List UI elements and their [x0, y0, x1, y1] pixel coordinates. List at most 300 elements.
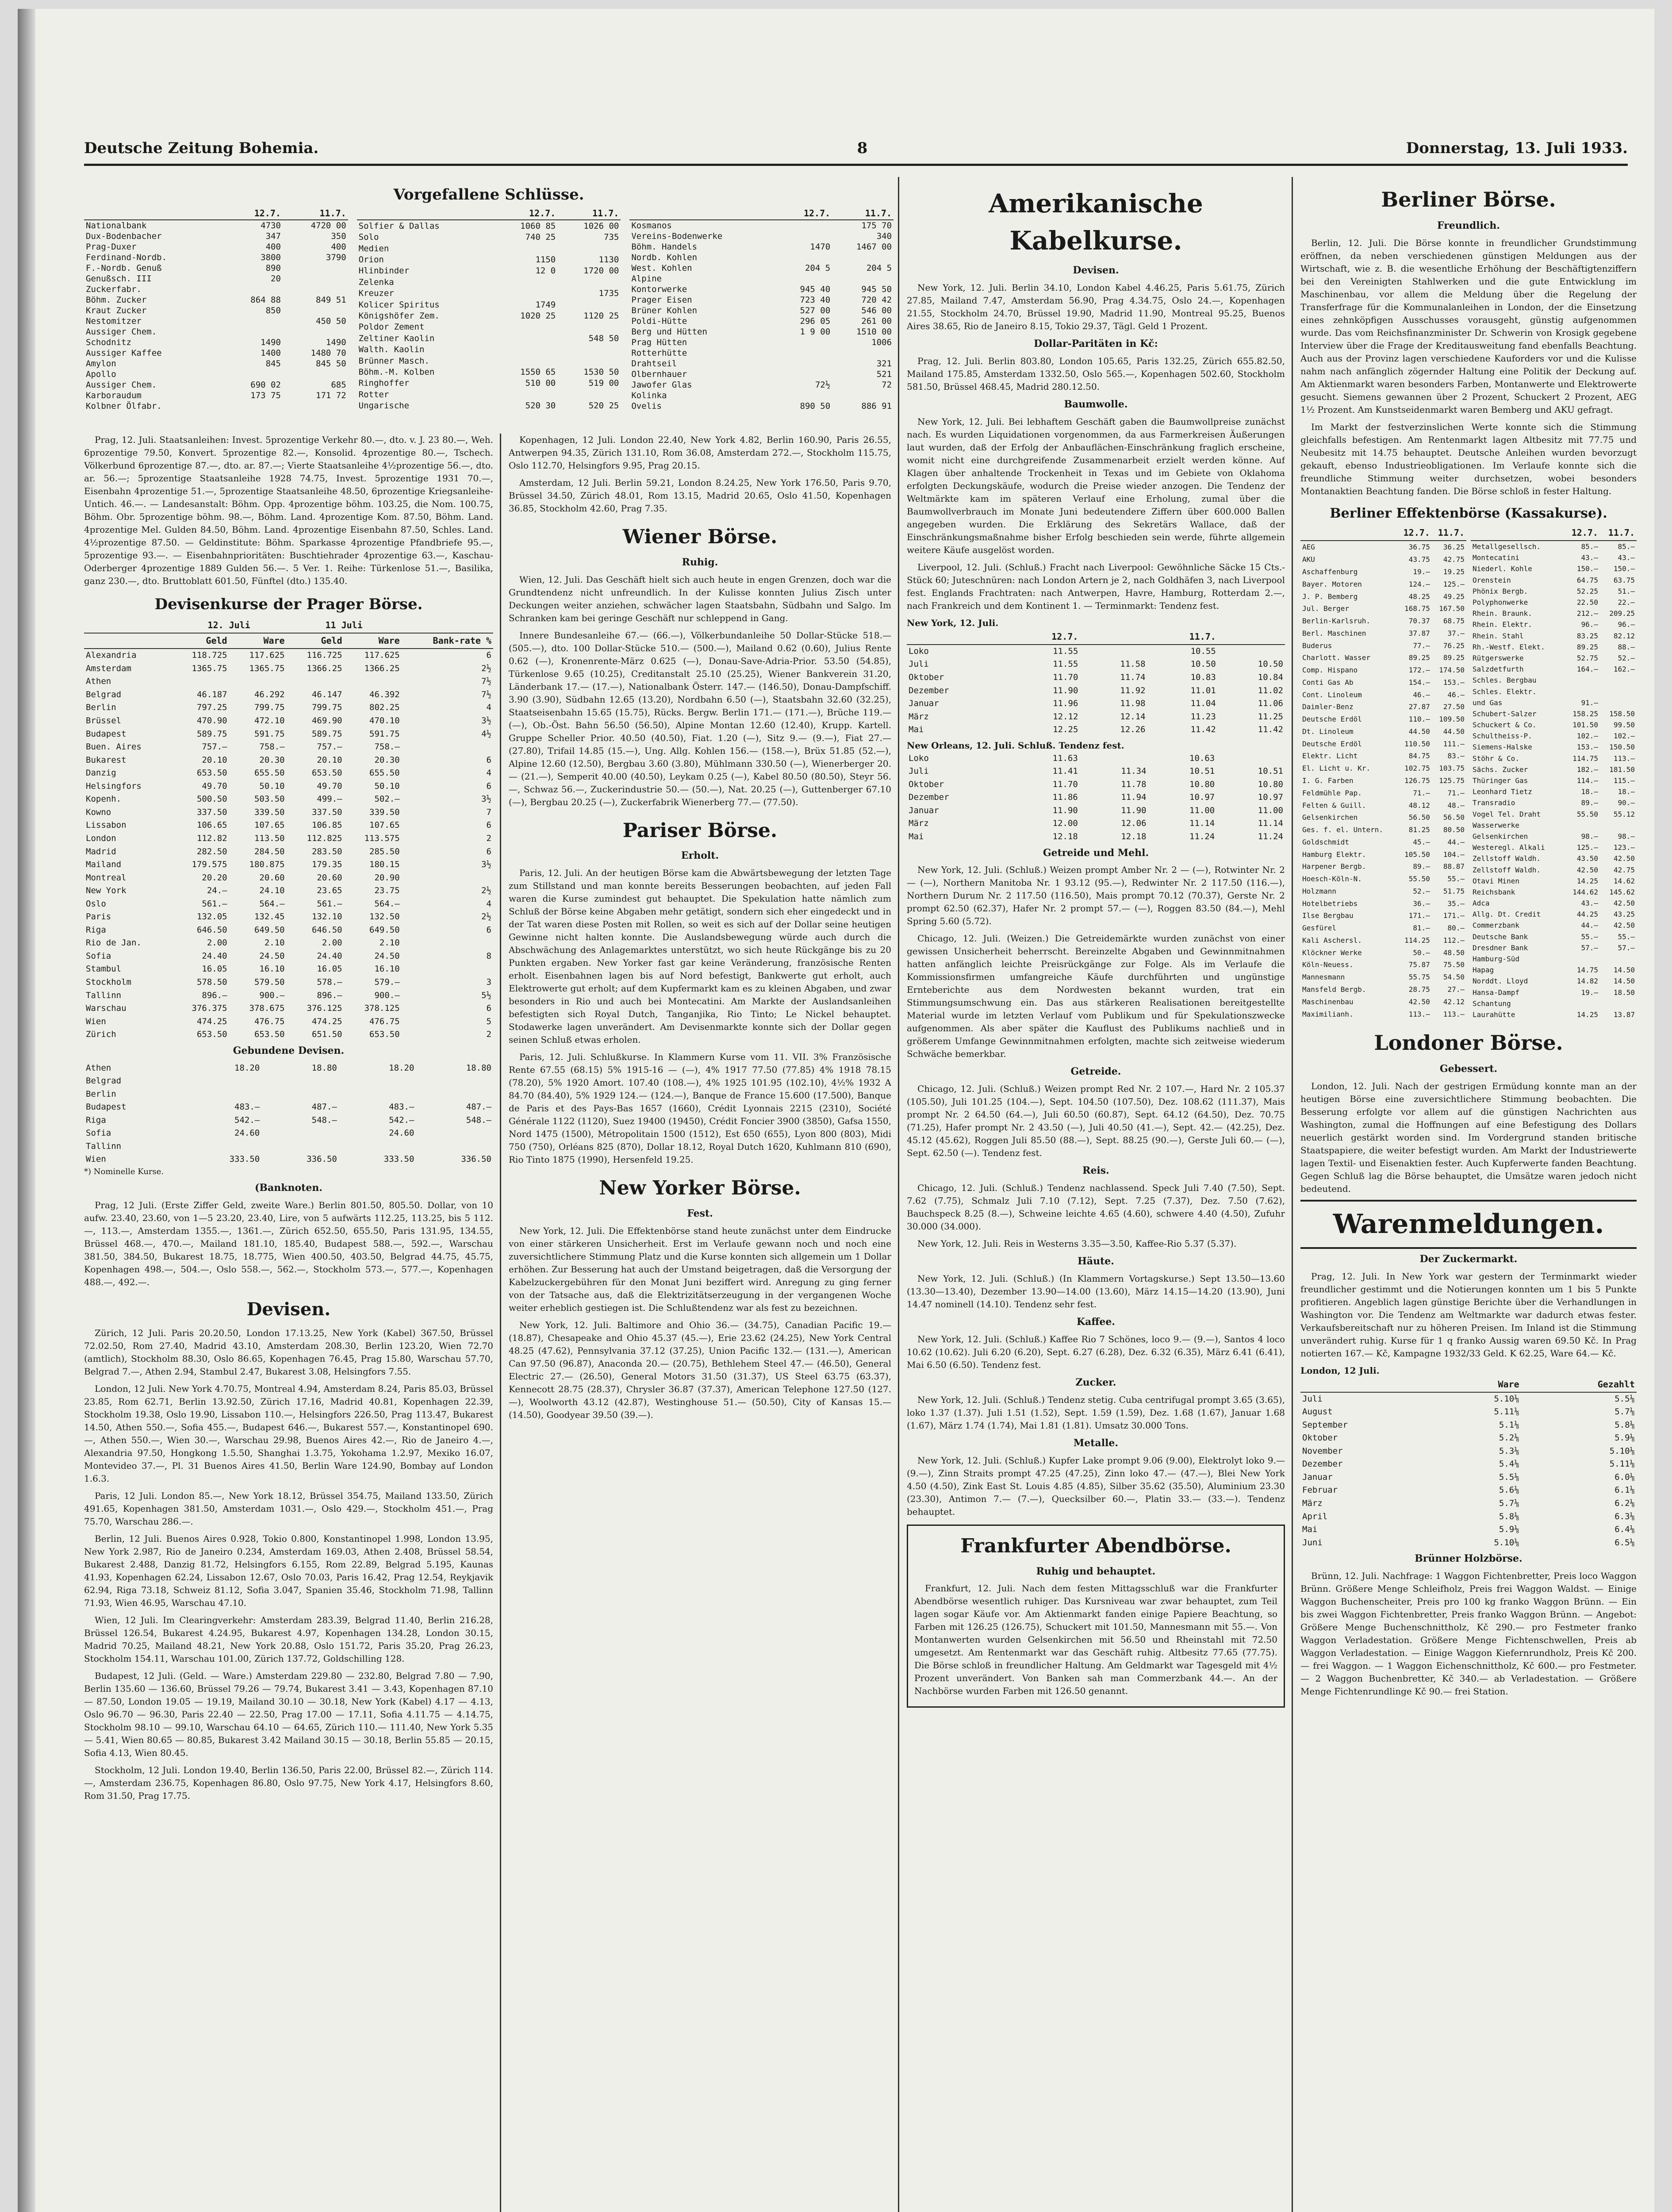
- table-cell: 849 51: [316, 295, 346, 305]
- table-cell: 1530 50: [583, 367, 619, 377]
- table-row: [357, 344, 621, 355]
- table-cell: [339, 1140, 416, 1153]
- table-cell: 20.60: [317, 872, 342, 883]
- table-cell: 16.05: [317, 964, 342, 974]
- table-cell: 561.—: [317, 899, 342, 909]
- table-cell: 116.725: [307, 650, 342, 661]
- londoner-subtitle: Gebessert.: [1439, 1063, 1498, 1075]
- devisen-row: [84, 950, 493, 963]
- table-row: [629, 220, 894, 231]
- table-cell: Aussiger Chem.: [86, 327, 157, 337]
- table-cell: 24.60: [389, 1128, 414, 1138]
- table-cell: 6.2⅛: [1614, 1498, 1635, 1508]
- table-row: [84, 263, 348, 273]
- table-cell: [832, 273, 894, 284]
- table-cell: [778, 337, 832, 348]
- effekten-row: [1471, 898, 1637, 909]
- table-cell: 11.90: [1053, 685, 1078, 695]
- table-row: [629, 316, 894, 326]
- effekten-row: [1300, 799, 1466, 811]
- devisen-row: [84, 1015, 493, 1029]
- table-cell: 50.10: [259, 781, 285, 791]
- cotton-row: [907, 804, 1285, 818]
- table-cell: 2.00: [207, 938, 227, 948]
- kopenhagen-text: Kopenhagen, 12 Juli. London 22.40, New York 4.82, Berlin 160.90, Paris 26.55, Antwerpen 94.35, Zürich 131.10, Rom 36.08, Amsterdam 272.—, Stockholm 115.75, Oslo 112.70, Helsingfors 9.95, Prag 20.15.: [509, 434, 891, 471]
- getreide2-subtitle: Getreide.: [1070, 1066, 1121, 1078]
- table-cell: 11.90: [1121, 805, 1147, 815]
- table-cell: 6: [486, 846, 491, 856]
- page-number: 8: [857, 139, 868, 157]
- table-cell: 63.75: [1613, 576, 1635, 584]
- devisen-row: [84, 989, 493, 1002]
- table-cell: 5.8⅛: [1499, 1511, 1519, 1521]
- table-cell: 43.—: [1618, 553, 1635, 562]
- table-cell: 845 50: [316, 359, 346, 369]
- table-cell: 591.75: [254, 729, 285, 739]
- devisenkurse-table: 12. Juli 11 Juli Geld Ware Geld Ware Bank-rate % Alexandria 118.725 117.625 116.725 117.625 6 Amsterdam 1365.75 1365.75 1366.25 1366.25 2½ Athen 7½ Belgrad 46.187 46.292 46.147 46.392 7½ Berlin 797.25 799.75 799.75 802.25 4 Brüssel 470.90 472.10 469.90 470.10 3½ Budapest 589.75 591.75 589.75 591.75 4½ Buen. Aires 757.— 758.— 757.— 758.— Bukarest 20.10 20.30 20.10 20.30 6 Danzig 653.50 655.50 653.50 655.50 4 Helsingfors 49.70 50.10 49.70 50.10 6 Kopenh. 500.50 503.50 499.— 502.— 3½ Kowno 337.50 339.50 337.50 339.50 7 Lissabon 106.65 107.65 106.85 107.65 6 London 112.82 113.50 112.825 113.575 2 Madrid 282.50 284.50 283.50 285.50 6 Mailand 179.575 180.875 179.35 180.15 3½ Montreal 20.20 20.60 20.60 20.90 New York 24.— 24.10 23.65 23.75 2½ Oslo 561.— 564.— 561.— 564.— 4 Paris 132.05 132.45 132.10 132.50 2½ Riga 646.50 649.50 646.50 649.50 6 Rio de Jan. 2.00 2.10 2.00 2.10 Sofia 24.40 24.50 24.40 24.50 8 Stambul 16.05 16.10 16.05 16.10 Stockholm 578.50 579.50 578.— 579.— 3 Tallinn 896.— 900.— 896.— 900.— 5½ Warschau 376.375 378.675 376.125 378.125 6 Wien 474.25 476.75 474.25 476.75 5 Zürich 653.50 653.50 651.50 653.50 2: [84, 618, 493, 1041]
- table-cell: 56.50: [1443, 813, 1465, 822]
- cotton-row: [907, 710, 1285, 724]
- table-cell: Ovelis: [631, 401, 662, 411]
- table-cell: 5.11⅛: [1494, 1407, 1519, 1417]
- table-cell: 37.87: [1408, 629, 1430, 637]
- effekten-row: [1471, 809, 1637, 820]
- devisen-row: [84, 832, 493, 845]
- table-cell: [402, 741, 493, 754]
- table-cell: 11.90: [1052, 805, 1078, 815]
- table-cell: August: [1302, 1407, 1333, 1417]
- table-row: [629, 252, 894, 263]
- table-cell: 57.—: [1581, 943, 1598, 952]
- table-cell: 5.4⅛: [1499, 1459, 1519, 1469]
- table-cell: 11.63: [1052, 753, 1078, 763]
- table-cell: 106.65: [196, 820, 227, 830]
- table-cell: 487.—: [466, 1102, 491, 1112]
- table-cell: 13.87: [1613, 1010, 1635, 1019]
- table-row: [629, 369, 894, 380]
- table-cell: Paris: [86, 912, 111, 922]
- table-cell: 125.—: [1443, 580, 1465, 588]
- table-cell: 378.675: [249, 1003, 285, 1014]
- zucker-row: [1300, 1445, 1637, 1458]
- table-cell: [778, 358, 832, 369]
- table-row: [84, 284, 348, 295]
- table-cell: 655.50: [369, 768, 400, 778]
- page-header: [84, 133, 1628, 166]
- table-cell: 7: [486, 807, 491, 817]
- table-cell: 4½: [481, 729, 491, 739]
- table-cell: Montreal: [86, 872, 127, 883]
- table-cell: 18.80: [311, 1063, 337, 1073]
- table-cell: Olbernhauer: [631, 369, 687, 379]
- devisen-paragraph: Stockholm, 12 Juli. London 19.40, Berlin 136.50, Paris 22.00, Brüssel 82.—, Zürich 114.—, Amsterdam 236.75, Kopenhagen 86.80, Oslo 97.75, New York 4.17, Helsingfors 8.60, Rom 31.50, Prag 17.75.: [84, 1764, 493, 1801]
- table-cell: 48.50: [1443, 948, 1465, 957]
- table-cell: Belgrad: [86, 1076, 122, 1086]
- table-cell: Brünner Masch.: [358, 356, 430, 366]
- table-cell: 12.00: [1052, 818, 1078, 829]
- table-cell: [1600, 953, 1637, 964]
- table-cell: 11.02: [1258, 685, 1283, 695]
- effekten-row: [1471, 887, 1637, 898]
- table-cell: 80.—: [1447, 924, 1465, 933]
- effekten-row: [1471, 686, 1637, 697]
- cotton-row: [907, 658, 1285, 671]
- table-cell: 11.04: [1190, 699, 1216, 709]
- table-cell: 174.50: [1439, 666, 1465, 675]
- table-cell: Jul. Berger: [1302, 604, 1349, 613]
- effekten-row: [1300, 639, 1466, 652]
- effekten-row: [1471, 876, 1637, 887]
- table-cell: 153.—: [1576, 743, 1598, 752]
- table-cell: Januar: [909, 805, 939, 815]
- table-cell: [778, 220, 832, 231]
- table-cell: 5.10⅛: [1609, 1446, 1635, 1456]
- table-cell: 158.25: [1572, 709, 1598, 718]
- table-cell: 48.—: [1447, 801, 1465, 810]
- table-cell: 578.—: [317, 977, 342, 987]
- table-cell: 158.50: [1609, 709, 1635, 718]
- table-cell: 12.26: [1120, 725, 1146, 735]
- devisen-row: [84, 714, 493, 728]
- table-cell: 44.25: [1576, 910, 1598, 919]
- table-cell: 46.187: [196, 689, 227, 699]
- effekten-row: [1471, 541, 1637, 552]
- table-row: [629, 337, 894, 348]
- table-cell: [261, 1075, 339, 1088]
- table-cell: Brüssel: [86, 716, 122, 726]
- table-cell: 797.25: [196, 703, 227, 713]
- table-cell: Rotter: [358, 389, 389, 399]
- neworleans-table: [907, 752, 1285, 844]
- table-cell: 125.—: [1576, 843, 1598, 852]
- table-cell: Helsingfors: [86, 781, 142, 791]
- effekten-row: [1300, 664, 1466, 676]
- table-cell: 11.70: [1052, 779, 1078, 789]
- devisen-paragraph: Zürich, 12 Juli. Paris 20.20.50, London 17.13.25, New York (Kabel) 367.50, Brüssel 72.02.50, Rom 27.40, Madrid 43.10, Amsterdam 208.30, Berlin 123.20, Wien 72.70 (amtlich), Stockholm 88.30, Oslo 86.65, Kopenhagen 76.45, Prag 15.80, Warschau 57.70, Belgrad 7.—, Athen 2.94, Stambul 2.47, Bukarest 3.08, Helsingfors 7.55.: [84, 1327, 493, 1377]
- gebundene-row: [84, 1114, 493, 1127]
- gebundene-row: [84, 1075, 493, 1088]
- table-row: [357, 400, 621, 411]
- table-cell: [226, 316, 283, 326]
- effekten-row: [1300, 750, 1466, 762]
- table-cell: F.-Nordb. Genuß: [86, 263, 162, 273]
- table-cell: 42.50: [1613, 854, 1635, 863]
- table-cell: 14.50: [1613, 977, 1635, 986]
- effekten-table-left: 12.7. 11.7. AEG 36.75 36.25 AKU 43.75 42.75 Aschaffenburg 19.— 19.25 Bayer. Motoren 124.— 125.— J. P. Bemberg 48.25 49.25 Jul. Berger 168.75 167.50 Berlin-Karlsruh. 70.37 68.75 Berl. Maschinen 37.87 37.— Buderus 77.— 76.25 Charlott. Wasser 89.25 89.25 Comp. Hispano 172.— 174.50 Conti Gas Ab 154.— 153.— Cont. Linoleum 46.— 46.— Daimler-Benz 27.87 27.50 Deutsche Erdöl 110.— 109.50 Dt. Linoleum 44.50 44.50 Deutsche Erdöl 110.50 111.— Elektr. Licht 84.75 83.— El. Licht u. Kr. 102.75 103.75 I. G. Farben 126.75 125.75 Feldmühle Pap. 71.— 71.— Felten & Guill. 48.12 48.— Gelsenkirchen 56.50 56.50 Ges. f. el. Untern. 81.25 80.50 Goldschmidt 45.— 44.— Hamburg Elektr. 105.50 104.— Harpener Bergb. 89.— 88.87 Hoesch-Köln-N. 55.50 55.— Holzmann 52.— 51.75 Hotelbetriebs 36.— 35.— Ilse Bergbau 171.— 171.— Gesfürel 81.— 80.— Kali Aschersl. 114.25 112.— Klöckner Werke 50.— 48.50 Köln-Neuess. 75.87 75.50 Mannesmann 55.75 54.50 Mansfeld Bergb. 28.75 27.— Maschinenbau 42.50 42.12 Maximilianh. 113.— 113.—: [1300, 526, 1466, 1020]
- table-cell: 10.84: [1258, 672, 1283, 682]
- table-cell: 103.75: [1439, 764, 1465, 773]
- table-cell: 690 02: [250, 380, 281, 390]
- table-cell: Polyphonwerke: [1473, 598, 1528, 607]
- table-cell: 14.25: [1576, 876, 1598, 885]
- table-cell: [557, 389, 621, 400]
- zuckermarkt-subtitle: Der Zuckermarkt.: [1419, 1253, 1518, 1265]
- effekten-row: [1471, 975, 1637, 987]
- table-cell: 55.50: [1408, 875, 1430, 883]
- table-cell: [778, 348, 832, 358]
- table-cell: [226, 284, 283, 295]
- table-cell: 321: [876, 359, 892, 369]
- table-cell: 10.97: [1258, 792, 1283, 803]
- wiener-paragraph: Innere Bundesanleihe 67.— (66.—), Völkerbundanleihe 50 Dollar-Stücke 518.— (505.—), dto. 100 Dollar-Stücke 510.— (500.—), Mailand 0.62 (0.60), Julius Rente 0.62 (—), Kronenrente-März 0.625 (—), Donau-Save-Adria-Prior. 53.50 (54.85), Türkenlose 9.65 (10.25), Creditanstalt 25.10 (25.25), Wiener Bankverein 31.20, Länderbank 17.— (17.—), Nationalbank Österr. 147.— (146.50), Donau-Dampfschiff. 3.90 (3.90), Südbahn 12.65 (13.20), Nordbahn 6.50 (—), Staatsbahn 32.60 (32.25), Staatseisenbahn 15.65 (15.75), Rücks. Bergw. Berlin 171.— (171.—), Brüche 119.— (—), Ob.-Öst. Bahn 56.50 (56.50), Alpine Montan 12.60 (12.40), Krupp. Kartell. Gruppe Scheller Prior. 40.50 (40.50), Fiat. 1.20 (—), Sitz 9.— (9.—), Fiat 27.— (27.80), Trifail 14.85 (15.—), Ung. Allg. Kohlen 156.— (158.—), Brüx 51.85 (52.—), Alpine 12.60 (12.50), Bergbau 3.60 (3.80), Mühlmann 330.50 (—), Wienerberger 20.— (21.—), Semperit 40.00 (40.50), Leykam 0.25 (—), Kabel 80.50 (80.50), Steyr 56.—, Schwaz 56.—, Zuckerindustrie 50.— (50.—), Nat. 20.25 (—), Guttenberger 67.10 (—), Bergbau 20.25 (—), Zuckerfabrik Wienerberg 77.— (77.50).: [509, 630, 891, 807]
- table-cell: Ilse Bergbau: [1302, 911, 1354, 920]
- chicago-reis-text: Chicago, 12. Juli. (Schluß.) Tendenz nachlassend. Speck Juli 7.40 (7.50), Sept. 7.62 (7.75), Schmalz Juli 7.10 (7.12), Sept. 7.25 (7.37), Dez. 7.50 (7.62), Bauchspeck 8.25 (8.—), Schweine leichte 4.65 (4.60), schwere 4.40 (4.50), Zufuhr 30.000 (34.000).: [907, 1183, 1285, 1232]
- table-cell: [344, 675, 402, 688]
- wiener-boerse-title: Wiener Börse.: [622, 526, 778, 548]
- table-cell: 11.78: [1121, 779, 1147, 789]
- newyorker-boerse-title: New Yorker Börse.: [599, 1177, 801, 1200]
- table-cell: Prag-Duxer: [86, 242, 137, 252]
- table-cell: New York: [86, 886, 127, 896]
- table-cell: 57.—: [1618, 943, 1635, 952]
- table-cell: 107.65: [254, 820, 285, 830]
- table-cell: Stambul: [86, 964, 122, 974]
- table-cell: 474.25: [196, 1016, 227, 1026]
- table-cell: Dezember: [1302, 1459, 1343, 1469]
- table-row: [84, 358, 348, 369]
- effekten-row: [1471, 575, 1637, 586]
- cotton-row: [907, 645, 1285, 658]
- table-cell: 180.875: [249, 860, 285, 870]
- table-cell: Harpener Bergb.: [1302, 862, 1366, 871]
- devisen-row: [84, 910, 493, 924]
- table-cell: 2½: [481, 886, 491, 896]
- devisen-row: [84, 898, 493, 911]
- table-row: [629, 231, 894, 242]
- effekten-row: [1471, 730, 1637, 741]
- effekten-row: [1471, 931, 1637, 942]
- table-cell: 14.62: [1613, 876, 1635, 885]
- effekten-row: [1471, 920, 1637, 931]
- table-cell: [557, 322, 621, 333]
- table-cell: 182.—: [1576, 765, 1598, 774]
- table-cell: Klöckner Werke: [1302, 948, 1362, 957]
- table-cell: 43.75: [1408, 555, 1430, 564]
- table-cell: Alpine: [631, 274, 662, 284]
- table-cell: 578.50: [196, 977, 227, 987]
- table-cell: 112.—: [1443, 936, 1465, 945]
- table-cell: 564.—: [374, 899, 400, 909]
- table-row: [357, 378, 621, 389]
- table-cell: 896.—: [317, 990, 342, 1000]
- cotton-row: [907, 830, 1285, 844]
- table-cell: Aschaffenburg: [1302, 567, 1358, 576]
- table-cell: 91.—: [1581, 698, 1598, 707]
- table-cell: [832, 252, 894, 263]
- table-cell: Phönix Bergb.: [1473, 587, 1528, 595]
- table-cell: 44.50: [1443, 727, 1465, 736]
- table-cell: 19.25: [1443, 567, 1465, 576]
- table-cell: 653.50: [196, 768, 227, 778]
- table-cell: 71.—: [1413, 788, 1430, 797]
- table-cell: 77.—: [1413, 641, 1430, 650]
- table-cell: 1366.25: [307, 663, 342, 673]
- table-cell: Zürich: [86, 1029, 116, 1040]
- table-cell: Tallinn: [86, 990, 122, 1000]
- table-cell: 52.75: [1576, 653, 1598, 662]
- table-cell: 10.50: [1190, 659, 1216, 669]
- table-cell: Berlin: [86, 1089, 116, 1099]
- table-row: [84, 369, 348, 380]
- table-cell: [1600, 697, 1637, 708]
- table-cell: 653.50: [311, 768, 342, 778]
- table-cell: 19.—: [1413, 567, 1430, 576]
- effekten-row: [1300, 553, 1466, 566]
- table-cell: 5.2⅛: [1499, 1433, 1519, 1443]
- table-cell: Juli: [909, 766, 929, 776]
- table-cell: Orion: [358, 254, 384, 265]
- devisen-row: [84, 806, 493, 819]
- table-cell: 4: [486, 703, 491, 713]
- table-cell: 113.—: [1613, 754, 1635, 763]
- table-cell: Nationalbank: [86, 221, 147, 230]
- cotton-row: [907, 817, 1285, 830]
- table-cell: Karboraudum: [86, 391, 142, 400]
- table-cell: Gesfürel: [1302, 924, 1337, 933]
- table-cell: Poldi-Hütte: [631, 316, 687, 326]
- effekten-row: [1300, 787, 1466, 799]
- reis-subtitle: Reis.: [1082, 1165, 1109, 1177]
- cotton-row: [907, 778, 1285, 791]
- table-cell: 11.86: [1052, 792, 1078, 803]
- boersenschluesse-section: [84, 186, 894, 425]
- table-cell: Stockholm: [86, 977, 131, 987]
- devisen-row: [84, 741, 493, 754]
- table-cell: 11.94: [1121, 792, 1147, 803]
- table-cell: [172, 675, 229, 688]
- devisen-row: [84, 767, 493, 780]
- devisen-row: [84, 1028, 493, 1041]
- table-cell: [494, 243, 557, 254]
- table-cell: 499.—: [317, 794, 342, 804]
- london-zucker-table: Ware Gezahlt Juli 5.10⅛ 5.5⅛ August 5.11⅛ 5.7⅛ September 5.1⅛ 5.8⅛ Oktober 5.2⅛ 5.9⅛ November 5.3⅛ 5.10⅛ Dezember 5.4⅛ 5.11⅛ Januar 5.5⅛ 6.0⅛ Februar 5.6⅛ 6.1⅛ März 5.7⅛ 6.2⅛ April 5.8⅛ 6.3⅛ Mai 5.9⅛ 6.4⅛ Juni 5.10⅛ 6.5⅛: [1300, 1377, 1637, 1550]
- banknoten-text: Prag, 12 Juli. (Erste Ziffer Geld, zweite Ware.) Berlin 801.50, 805.50. Dollar, von 10 aufw. 23.40, 23.60, von 1—5 23.20, 23.40, Lire, von 5 aufwärts 112.25, 113.25, bis 5 112.—, 113.—, Amsterdam 1355.—, 1361.—, Zürich 652.50, 655.50, Paris 131.95, 134.55, Brüssel 468.—, 470.—, Mailand 181.10, 185.40, Budapest 588.—, 592.—, Warschau 381.50, 384.50, Bukarest 18.75, 18.775, Wien 400.50, 403.50, Belgrad 44.75, 45.75, Kopenhagen 498.—, 504.—, Oslo 558.—, 562.—, Stockholm 573.—, 577.—, Kopenhagen 488.—, 492.—.: [84, 1199, 493, 1287]
- table-cell: 20: [271, 274, 281, 284]
- table-cell: 11.00: [1258, 805, 1283, 815]
- table-cell: 75.50: [1443, 960, 1465, 969]
- table-cell: 11.34: [1121, 766, 1147, 776]
- table-cell: 1365.75: [192, 663, 227, 673]
- cotton-row: [907, 671, 1285, 684]
- effekten-row: [1300, 848, 1466, 860]
- table-cell: 12.14: [1120, 711, 1146, 722]
- table-cell: Danzig: [86, 768, 116, 778]
- table-cell: 527 00: [800, 306, 831, 315]
- table-cell: 44.—: [1447, 837, 1465, 846]
- table-cell: 18.—: [1581, 787, 1598, 796]
- table-cell: 520 25: [588, 401, 619, 411]
- table-row: [84, 242, 348, 252]
- table-cell: [1563, 820, 1600, 831]
- table-cell: 11.42: [1258, 725, 1283, 735]
- table-cell: 564.—: [259, 899, 285, 909]
- table-cell: Orenstein: [1473, 576, 1511, 584]
- table-cell: Reichsbank: [1473, 887, 1515, 896]
- table-cell: 72: [882, 380, 892, 390]
- table-cell: 723 40: [800, 295, 831, 305]
- table-cell: 1470: [810, 242, 831, 252]
- table-cell: 82.12: [1613, 631, 1635, 640]
- table-cell: Cont. Linoleum: [1302, 690, 1362, 699]
- table-cell: 68.75: [1443, 617, 1465, 626]
- table-cell: Montecatini: [1473, 553, 1519, 562]
- table-cell: 102.—: [1576, 732, 1598, 741]
- table-cell: Berl. Maschinen: [1302, 629, 1366, 637]
- table-cell: [283, 263, 348, 273]
- devisen-row: [84, 675, 493, 688]
- table-cell: J. P. Bemberg: [1302, 592, 1358, 601]
- table-cell: 283.50: [311, 846, 342, 856]
- table-cell: Zelenka: [358, 277, 394, 287]
- table-cell: 118.725: [192, 650, 227, 661]
- table-cell: Berg und Hütten: [631, 327, 707, 337]
- kaffee-subtitle: Kaffee.: [1076, 1316, 1116, 1328]
- table-cell: Prager Eisen: [631, 295, 692, 305]
- table-cell: 18.50: [1613, 988, 1635, 997]
- table-cell: Goldschmidt: [1302, 837, 1349, 846]
- table-cell: 83.25: [1576, 631, 1598, 640]
- effekten-row: [1300, 590, 1466, 603]
- table-cell: 1006: [871, 338, 892, 347]
- table-cell: 11.70: [1053, 672, 1078, 682]
- table-cell: 337.50: [311, 807, 342, 817]
- table-cell: 14.50: [1613, 966, 1635, 975]
- table-cell: 44.50: [1408, 727, 1430, 736]
- table-cell: 655.50: [254, 768, 285, 778]
- table-cell: 70.37: [1408, 617, 1430, 626]
- table-cell: 168.75: [1404, 604, 1430, 613]
- table-cell: 126.75: [1404, 776, 1430, 785]
- table-cell: [1563, 998, 1600, 1009]
- zucker-row: [1300, 1432, 1637, 1445]
- metalle-subtitle: Metalle.: [1073, 1437, 1119, 1449]
- table-cell: 89.25: [1576, 642, 1598, 651]
- table-cell: 16.10: [259, 964, 285, 974]
- table-cell: 46.392: [369, 689, 400, 699]
- table-cell: I. G. Farben: [1302, 776, 1354, 785]
- gebundene-row: [84, 1127, 493, 1140]
- table-cell: 50.—: [1413, 948, 1430, 957]
- table-cell: Wasserwerke: [1473, 821, 1519, 830]
- zucker-text: New York, 12. Juli. (Schluß.) Tendenz stetig. Cuba centrifugal prompt 3.65 (3.65), loko 1.37 (1.37). Juli 1.51 (1.52), Sept. 1.59 (1.59), Dez. 1.68 (1.67), Januar 1.68 (1.67), März 1.74 (1.74), Mai 1.81 (1.81). Umsatz 30.000 Tons.: [907, 1394, 1285, 1431]
- baumwolle-paragraph: New York, 12. Juli. Bei lebhaftem Geschäft gaben die Baumwollpreise zunächst nach. Es wurden Liquidationen vorgenommen, da aus Farmerkreisen Äußerungen laut wurden, daß der Erfolg der Anbauflächen-Einschränkung fraglich erscheine, womit nicht eine durchgreifende Zusammenarbeit erzielt werden könne. Auf Klagen über anhaltende Trockenheit in Texas und im Gebiete von Oklahoma erfolgten Deckungskäufe, wodurch die Preise wieder anzogen. Die Tendenz der Weltmärkte kam im späteren Verlauf eine Erholung, zumal über die Baumwollverbrauch im Monate Juni bedeutendere Ziffern über 600.000 Ballen angegeben wurden. Die Erklärung des Sekretärs Wallace, daß der Einschränkungsmaßnahme bisher Erfolg beschieden sein werde, führte allgemein weitere Käufe ausgelöst worden.: [907, 416, 1285, 555]
- table-cell: 261 00: [861, 316, 892, 326]
- table-cell: 579.—: [374, 977, 400, 987]
- chicago-getreide-text: Chicago, 12. Juli. (Schluß.) Weizen prompt Red Nr. 2 107.—, Hard Nr. 2 105.37 (105.50), Juli 101.25 (104.—), Sept. 104.50 (107.50), Dez. 108.62 (111.37), Mais prompt Nr. 2 64.50 (64.—), Juli 60.50 (60.87), Sept. 64.12 (64.50), Dez. 70.75 (71.25), Hafer prompt Nr. 2 43.50 (—), Juli 40.50 (41.—), Sept. 42.— (42.25), Dez. 45.12 (45.62), Roggen Juli 85.50 (88.—), Sept. 88.25 (90.—), Gerste Juli 60.— (—), Sept. 62.50 (—). Tendenz fest.: [907, 1083, 1285, 1159]
- table-cell: 339.50: [254, 807, 285, 817]
- effekten-row: [1471, 586, 1637, 597]
- table-cell: 11.06: [1258, 699, 1283, 709]
- table-cell: El. Licht u. Kr.: [1302, 764, 1371, 773]
- table-cell: Genußsch. III: [86, 274, 152, 284]
- table-cell: 890: [265, 263, 281, 273]
- table-cell: 12.12: [1053, 711, 1078, 722]
- table-cell: 8: [486, 951, 491, 961]
- table-cell: 35.—: [1447, 899, 1465, 908]
- table-cell: Athen: [86, 1063, 111, 1073]
- table-cell: 96.—: [1618, 620, 1635, 629]
- column-3: [907, 177, 1285, 2212]
- berliner-paragraph: Berlin, 12. Juli. Die Börse konnte in freundlicher Grundstimmung eröffnen, da neben verschiedenen günstigen Meldungen aus der Wirtschaft, wie z. B. die wesentliche Erhöhung der Beschäftigtenziffern bei den Vereinigten Stahlwerken und die gute Entwicklung im Maschinenbau, vor allem die Meldung über die Regelung der Transferfrage für die Kommunalanleihen in London, der die Einsetzung eines zehnköpfigen Ausschusses vorausgeht, günstig aufgenommen wurde. Das vom Reichsfinanzminister Dr. Schwerin von Krosigk gegebene Interview über die Frage der Kreditausweitung fand ebenfalls Beachtung. Auch aus der Provinz lagen verschiedene Kauforders vor und die Kulisse nahm nach anfänglich zögernder Haltung eine Politik der Deckung auf. Am Aktienmarkt waren besonders Farben, Montanwerte und Elektrowerte gesucht. Siemens gewannen über 2 Prozent, Schuckert 2 Prozent, AEG 1½ Prozent. Am Kunstseidenmarkt waren Bemberg und AKU gefragt.: [1300, 237, 1637, 415]
- zucker-row: [1300, 1406, 1637, 1419]
- table-cell: September: [1302, 1420, 1348, 1430]
- table-cell: [1600, 998, 1637, 1009]
- table-cell: 945 40: [800, 284, 831, 294]
- issue-date: Donnerstag, 13. Juli 1933.: [1406, 139, 1628, 157]
- table-cell: 651.50: [311, 1029, 342, 1040]
- newyorker-paragraph: New York, 12. Juli. Baltimore and Ohio 36.— (34.75), Canadian Pacific 19.— (18.87), Chesapeake and Ohio 45.37 (45.—), Erie 23.62 (24.25), New York Central 48.25 (47.62), Pennsylvania 37.12 (37.25), Union Pacific 132.— (131.—), American Can 97.50 (96.87), Anaconda 20.— (20.75), Bethlehem Steel 47.— (46.50), General Electric 27.— (26.50), General Motors 31.50 (31.37), US Steel 63.75 (63.37), Kennecott 28.75 (28.37), Chrysler 36.87 (37.37), American Telephone 127.50 (127.—), Woolworth 43.12 (42.87), Westinghouse 51.— (50.50), City of Kansas 15.— (14.50), Goodyear 39.50 (39.—).: [509, 1320, 891, 1421]
- pariser-paragraph: Paris, 12. Juli. An der heutigen Börse kam die Abwärtsbewegung der letzten Tage zum Stillstand und man konnte bereits Besserungen beobachten, auf jeden Fall waren die Kurse zumindest gut behauptet. Die Spekulation hatte nämlich zum Schluß der Börse keine Abgaben mehr getätigt, sondern sich eher eingedeckt und in der Tat waren diese Posten mit Rollen, so weit es sich auf der Dollar seine heutigen Gewinne nicht halten konnte. Die Auslandsbewegung würde auch durch die Abschwächung des Anlagemarktes unterstützt, wo sich heute Rückgänge bis zu 20 Punkten ergaben. New Yorker fast gar keine Veränderung, französische Renten erholt. Eisenbahnen lagen bis auf Nord befestigt, Bankwerte gut erholt, auch Elektrowerte gut erholt; auf dem Kupfermarkt kam es zu kleinen Abgaben, und zwar besonders in Rio und auch bei Montecatini. Am Markte der Auslandsanleihen befestigten sich Royal Dutch, Tanganjika, Rio Tinto; Le Nickel behauptet. Stodawerke lagen unverändert. Am Devisenmarkte konnte sich der Dollar gegen seinen Schluß etwas erholen.: [509, 868, 891, 1045]
